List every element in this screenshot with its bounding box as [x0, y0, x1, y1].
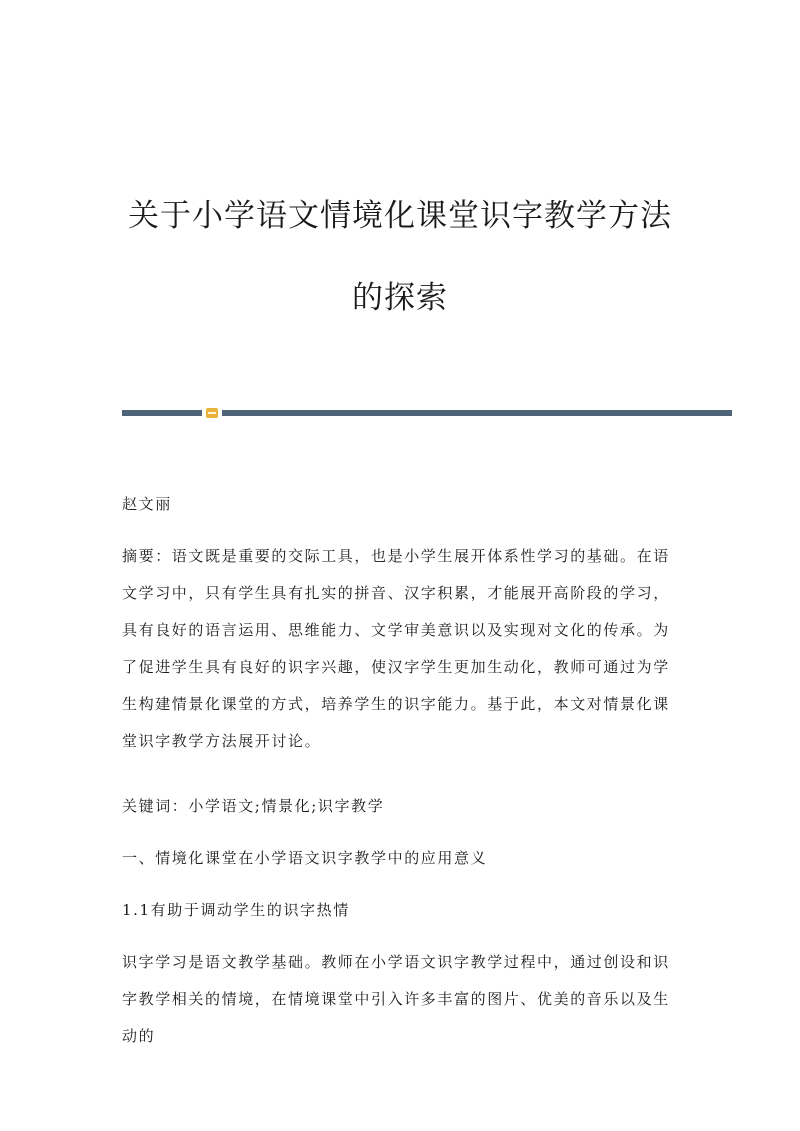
- author-name: 赵文丽: [122, 495, 172, 513]
- divider-emblem-icon: [206, 408, 218, 418]
- title-divider: [122, 408, 732, 418]
- subsection-heading-1-1: 1.1有助于调动学生的识字热情: [122, 901, 350, 919]
- title-line-2: 的探索: [352, 280, 448, 316]
- abstract-paragraph: 摘要：语文既是重要的交际工具，也是小学生展开体系性学习的基础。在语文学习中，只有学生具有扎实的拼音、汉字积累，才能展开高阶段的学习，具有良好的语言运用、思维能力、文学审美意识以及实现对文化的传承。为了促进学生具有良好的识字兴趣，使汉字学生更加生动化，教师可通过为学生构建情景化课堂的方式，培养学生的识字能力。基于此，本文对情景化课堂识字教学方法展开讨论。: [122, 547, 670, 750]
- title-line-1: 关于小学语文情境化课堂识字教学方法: [128, 198, 672, 234]
- divider-bar-right: [222, 410, 732, 416]
- body-paragraph: 识字学习是语文教学基础。教师在小学语文识字教学过程中，通过创设和识字教学相关的情境，在情境课堂中引入许多丰富的图片、优美的音乐以及生动的: [122, 953, 670, 1045]
- keywords-line: 关键词：小学语文;情景化;识字教学: [122, 797, 385, 815]
- divider-bar-left: [122, 410, 202, 416]
- section-heading-1: 一、情境化课堂在小学语文识字教学中的应用意义: [122, 849, 488, 867]
